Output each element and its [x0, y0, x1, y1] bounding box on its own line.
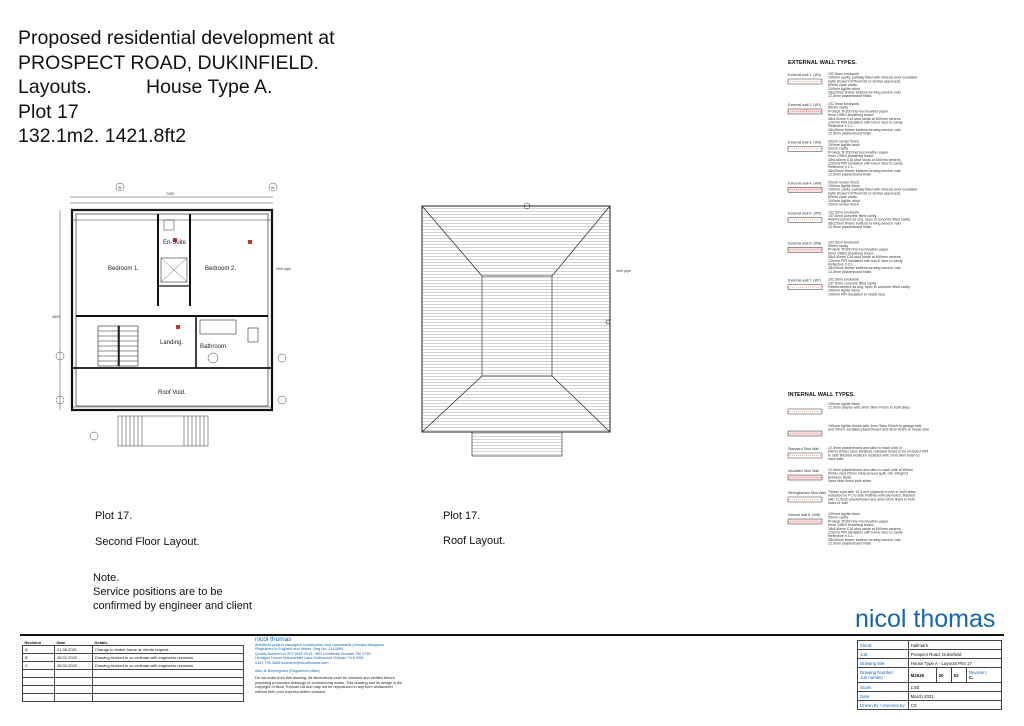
wall-spec-line: 12.5mm plasterboard finish. — [828, 94, 873, 99]
wall-spec-line: 12.5mm plasterboard finish — [828, 225, 872, 230]
wall-spec-line: 50mm cavity — [828, 244, 849, 248]
service-note — [93, 571, 252, 613]
company-info — [255, 638, 405, 695]
wall-spec-line: 120mm PIR insulation with low-E face to cavity — [828, 530, 903, 535]
wall-spec-line: 38x25mm timber battens forming service void — [828, 266, 901, 271]
title-layouts: Layouts. — [18, 76, 92, 98]
company-registration: Registered in England and Wales. Reg No. 2143064 — [255, 647, 344, 652]
wall-type-label: Standard Stud Wall — [788, 447, 819, 451]
wall-spec-line: 12.5mm plasterboard finish — [828, 172, 872, 177]
wall-spec-line: 38x140mm C16 stud studs at 600mm centres. — [828, 116, 902, 121]
wall-spec-line: 20mm render finish — [828, 202, 859, 207]
wall-spec-line: 38x140mm C16 stud studs at 600mm centres. — [828, 157, 902, 162]
internal-wall-entry — [788, 424, 929, 436]
external-wall-entry — [788, 180, 917, 206]
internal-wall-heading: INTERNAL WALL TYPES. — [788, 392, 855, 398]
date-value: March 2021 — [908, 692, 1001, 701]
details-col-header: Details — [94, 640, 108, 645]
wall-spec-line: Proteck TF200 thermo breather paper — [828, 519, 889, 524]
revision-details-cell: Drawing revised to co-ordinate with engineers revisions. — [93, 662, 244, 670]
wall-spec-line: 50mm clear cavity — [828, 195, 857, 200]
note-line-1: Service positions are to be — [93, 586, 223, 598]
revision-revision-cell: B — [23, 654, 55, 662]
company-other-office: Also at Birmingham (Registered office) — [255, 668, 320, 673]
wall-spec-line: 102.5mm brickwork — [828, 210, 860, 215]
external-wall-entry — [788, 278, 910, 297]
wall-spec-line: timber stud 25mm mineral wool quilt, min 10kg/m3 — [828, 471, 909, 476]
company-address: Hexagon House Manchester Lane Hollinwood Oldham OL8 4SN — [255, 656, 364, 661]
revision-details-cell: Drawing revised to co-ordinate with engineers revisions. — [93, 654, 244, 662]
wall-spec-line: 102.5mm brickwork — [828, 240, 860, 245]
wall-spec-line: 12.5mm plaster with 3mm Skim Finish to both sides — [828, 405, 911, 410]
scale-label: Scale: — [858, 683, 909, 692]
revision-revision-cell — [23, 694, 55, 702]
wall-spec-line: 100mm Agilite block — [828, 184, 860, 188]
drawing-title-block — [18, 26, 335, 149]
wall-type-label: External wall 4. (W4) — [788, 181, 822, 186]
wall-spec-line: 100mm cavity, partially filled with mineral wool insulation — [828, 75, 918, 80]
vent-pipe-label: Vent pipe — [276, 267, 291, 271]
date-label: Date: — [858, 692, 909, 701]
wall-spec-line: Reflective V.C.L. — [828, 534, 855, 539]
wall-spec-line: 9mm OSB3 sheathing board — [828, 251, 874, 256]
svg-text:W: W — [118, 186, 122, 190]
wall-spec-line: 12.5mm plasterboard finish — [828, 131, 872, 136]
revision-date-cell — [55, 670, 93, 678]
wall-spec-line: Timber stud with 12.5 mm plywood to one or both sides — [828, 490, 916, 494]
left-drawing-caption: Second Floor Layout. — [95, 536, 200, 548]
job-number-label: Job number — [860, 675, 884, 680]
wall-spec-line: 9mm OSB3 sheathing board — [828, 154, 874, 159]
second-floor-plan — [48, 178, 298, 460]
title-line-3 — [18, 75, 335, 100]
wall-type-label: Internal wall 9. (W8) — [788, 513, 820, 517]
revision-date-cell: 21.06.2021 — [55, 646, 93, 654]
external-wall-entry — [788, 139, 903, 176]
wall-spec-line: 50mm cavity — [828, 515, 849, 520]
roof-vent-label: Vent pipe — [616, 269, 631, 273]
scale-value: 1:50 — [908, 683, 1001, 692]
drawn-by-value: CS — [908, 701, 1001, 710]
drawn-by-label: Drawn by / checked by: — [858, 701, 909, 710]
revision-date-cell — [55, 686, 93, 694]
wall-type-label: External wall 1. (W1) — [788, 73, 822, 77]
wall-spec-line: 100mm PIR insulation to inside face — [828, 292, 886, 297]
internal-wall-entry — [788, 402, 910, 414]
title-line-2: PROSPECT ROAD, DUKINFIELD. — [18, 51, 319, 74]
footer-rule — [20, 634, 1004, 636]
wall-spec-line: indicated by PL to side finished with ply board, finished — [828, 493, 915, 498]
room-bedroom-1: Bedroom 1. — [108, 266, 140, 272]
wall-spec-line: Reflective V.C.L. — [828, 165, 855, 170]
company-contact: 0161 795 3658 southern@nicolthomas.com — [255, 660, 329, 665]
wall-spec-line: 100mm Agilite block — [828, 402, 860, 406]
drawing-number-a: 20 — [936, 668, 951, 683]
company-name: nicol thomas — [255, 636, 292, 643]
revision-details-cell: Change to timber frame at clients request. — [93, 646, 244, 654]
wall-spec-line: 100mm Agilite block — [828, 86, 860, 91]
external-wall-entry — [788, 72, 917, 98]
note-heading: Note. — [93, 572, 120, 584]
job-value: Prospect Road, Dukinfield — [908, 650, 1001, 659]
wall-spec-line: 137.5mm concrete filled cavity — [828, 214, 877, 218]
drawing-number-label: Drawing Number: — [860, 670, 895, 675]
company-quality: Quality Assured to ISO 9001:2015 / BSI Certificate Number FM 4738 — [255, 651, 371, 656]
revision-revision-cell: A — [23, 646, 55, 654]
drawing-number-b: 02 — [951, 668, 966, 683]
revision-row — [23, 646, 244, 654]
internal-wall-entry — [788, 446, 928, 461]
revision-details-cell — [93, 670, 244, 678]
wall-type-label: External wall 5. (W5) — [788, 211, 822, 216]
drawing-number-cell — [858, 668, 909, 683]
revision-row — [23, 670, 244, 678]
room-bathroom: Bathroom — [200, 344, 227, 350]
wall-spec-line: 137.5mm concrete filled cavity — [828, 281, 877, 286]
revision-date-cell: 28.02.2022 — [55, 654, 93, 662]
external-wall-entry — [788, 240, 903, 274]
wall-spec-line: 38x25mm timber battens forming service void — [828, 90, 901, 95]
right-drawing-caption: Roof Layout. — [443, 535, 506, 547]
title-plot: Plot 17 — [18, 100, 79, 123]
left-plot-caption: Plot 17. — [95, 510, 133, 522]
wall-spec-line: 120mm PIR insulation with low-E face to cavity — [828, 120, 903, 125]
revision-revision-cell — [23, 670, 55, 678]
client-label: Client: — [858, 641, 909, 650]
room-roof-void: Roof Void. — [158, 390, 186, 396]
company-logo — [855, 605, 995, 634]
drawing-title-value: House Type A - Layouts Plot 17 — [908, 659, 1001, 668]
wall-spec-line: 3mm skim finish both sides — [828, 479, 872, 484]
wall-spec-line: 38x25mm timber battens forming service void — [828, 168, 901, 173]
wall-type-label: Insulated Stud Wall — [788, 469, 819, 473]
wall-spec-line: 38x140mm C16 stud studs at 600mm centres. — [828, 526, 902, 531]
wall-spec-line: 50mm cavity — [828, 146, 849, 151]
wall-spec-line: 102.5mm brickwork — [828, 72, 860, 76]
wall-spec-line: 9mm OSB3 sheathing board — [828, 523, 874, 528]
wall-type-label: External wall 6. (W6) — [788, 241, 822, 246]
title-house-type: House Type A. — [146, 76, 273, 98]
wall-spec-line: 38x25mm timber battens forming service void — [828, 537, 901, 542]
dim-side: 4800 — [52, 315, 60, 319]
brand-word-2: thomas — [913, 605, 996, 633]
internal-wall-entry — [788, 512, 903, 546]
wall-spec-line: sides of wall — [828, 501, 848, 506]
room-bedroom-2: Bedroom 2. — [205, 266, 237, 272]
external-wall-entry — [788, 210, 910, 229]
revision-row — [23, 654, 244, 662]
wall-spec-line: Reflective V.C.L. — [828, 262, 855, 267]
copyright-disclaimer: Do not scale from this drawing. All dimensions must be checked and verified before preparing production drawings or commencing works. This drawing and its design is the copyright of Nicol Thomas Ltd and may not be reproduced in any form whatsoever without their prior express written consent. — [255, 676, 403, 694]
title-block-table — [857, 640, 1002, 710]
wall-types-legend — [786, 58, 966, 548]
revision-details-cell — [93, 678, 244, 686]
wall-spec-line: 120mm PIR insulation with low-E face to cavity — [828, 161, 903, 166]
revision-row — [23, 662, 244, 670]
wall-spec-line: 100mm cavity, partially filled with mineral wool insulation — [828, 187, 918, 192]
wall-spec-line: Proteck TF200 thermo breather paper — [828, 109, 889, 114]
title-area: 132.1m2. 1421.8ft2 — [18, 125, 187, 147]
wall-type-label: External wall 7. (W7) — [788, 278, 822, 283]
wall-spec-line: 50mm clear cavity — [828, 83, 857, 88]
revision-date-cell — [55, 678, 93, 686]
wall-spec-line: between studs. — [828, 475, 853, 480]
wall-spec-line: Proteck TF200 thermo breather paper — [828, 150, 889, 155]
company-services: architects project managers construction cost consultants principal designers — [255, 642, 385, 647]
client-value: Hallmark — [908, 641, 1001, 650]
revision-date-cell: 28.03.2022 — [55, 662, 93, 670]
revision-table — [22, 640, 244, 702]
revision-cell — [966, 668, 1001, 683]
wall-spec-line: each side. — [828, 457, 845, 462]
revision-row — [23, 686, 244, 694]
revision-details-cell — [93, 686, 244, 694]
revision-value: C. — [968, 675, 974, 680]
revision-revision-cell — [23, 678, 55, 686]
revision-row — [23, 694, 244, 702]
revision-label: Revision: — [968, 670, 987, 675]
date-col-header: Date — [56, 640, 66, 645]
wall-spec-line: 20mm render finish. — [828, 139, 860, 144]
wall-spec-line: 102.5mm brickwork — [828, 102, 860, 106]
wall-spec-line: 100mm Agilite block — [828, 198, 860, 203]
wall-spec-line: 100mm Agilite block — [828, 512, 860, 516]
revision-revision-cell: C — [23, 662, 55, 670]
wall-spec-line: and 90mm insulated plasterboard and 3mm finish to house side — [828, 427, 930, 432]
job-label: Job: — [858, 650, 909, 659]
wall-spec-line: Reflective V.C.L. — [828, 124, 855, 129]
wall-spec-line: 102.5mm brickwork — [828, 277, 860, 282]
wall-spec-line: batts (Knauf DriTherm32 or similar approved) — [828, 191, 901, 196]
external-wall-heading: EXTERNAL WALL TYPES. — [788, 60, 857, 66]
brand-word-1: nicol — [855, 605, 907, 633]
roof-plan — [412, 196, 634, 458]
wall-spec-line: 89mm timber stud. Moisture resistant board to be included WM — [828, 449, 929, 454]
right-plot-caption: Plot 17. — [443, 510, 481, 522]
internal-wall-entry — [788, 490, 916, 505]
wall-spec-line: 140mm Agilite blocks with 3mm Skim Finish to garage side — [828, 424, 922, 428]
wall-spec-line: Reinforcement as eng. spec to concrete filled cavity — [828, 217, 911, 222]
revision-revision-cell — [23, 686, 55, 694]
dim-top: 7400 — [166, 192, 174, 196]
wall-spec-line: Proteck TF200 thermo breather paper — [828, 247, 889, 252]
wall-spec-line: 50mm cavity — [828, 105, 849, 110]
wall-spec-line: 100mm Agilite block — [828, 288, 860, 293]
revision-details-cell — [93, 694, 244, 702]
wall-spec-line: to side finished moisture resistant with 3mm skim finish to — [828, 453, 920, 458]
wall-spec-line: 12.5mm plasterboard and skim to each side of — [828, 446, 902, 450]
wall-spec-line: batts (Knauf DriTherm32 or similar approved) — [828, 79, 901, 84]
wall-spec-line: 12.5mm plasterboard finish — [828, 269, 872, 274]
revision-col-header: Revision — [24, 640, 42, 645]
wall-spec-line: 12.5mm plasterboard and skim to each side of 89mm — [828, 468, 913, 472]
wall-spec-line: 12.5mm plasterboard finish — [828, 541, 872, 546]
wall-spec-line: 9mm OSB3 sheathing board — [828, 113, 874, 118]
wall-spec-line: 38x25mm timber battens forming service void — [828, 221, 901, 226]
wall-type-label: Strengthened Stud Wall — [788, 491, 826, 495]
wall-spec-line: 38x25mm timber battens forming service void — [828, 127, 901, 132]
drawing-title-label: Drawing title: — [858, 659, 909, 668]
svg-text:W: W — [271, 186, 275, 190]
wall-type-label: External wall 3. (W3) — [788, 140, 822, 145]
room-landing: Landing. — [160, 340, 184, 346]
note-line-2: confirmed by engineer and client — [93, 600, 252, 612]
title-line-1: Proposed residential development at — [18, 27, 335, 49]
external-wall-entry — [788, 102, 903, 136]
revision-row — [23, 678, 244, 686]
room-ensuite: En-Suite — [163, 240, 187, 246]
wall-spec-line: 120mm PIR insulation with low-E face to cavity — [828, 258, 903, 263]
wall-spec-line: with 12.5mm plasterboard and 3mm skim finish to both — [828, 497, 916, 502]
wall-type-label: External wall 2. (W2) — [788, 103, 822, 107]
internal-wall-entry — [788, 468, 913, 483]
wall-spec-line: 38x140mm C16 stud studs at 600mm centres. — [828, 255, 902, 260]
revision-date-cell — [55, 694, 93, 702]
wall-spec-line: Reinforcement as eng. spec to concrete filled cavity — [828, 285, 911, 289]
wall-spec-line: 100mm Agilite block — [828, 143, 860, 147]
job-number-value: M2636 — [908, 668, 936, 683]
wall-spec-line: 20mm render finish. — [828, 180, 860, 185]
